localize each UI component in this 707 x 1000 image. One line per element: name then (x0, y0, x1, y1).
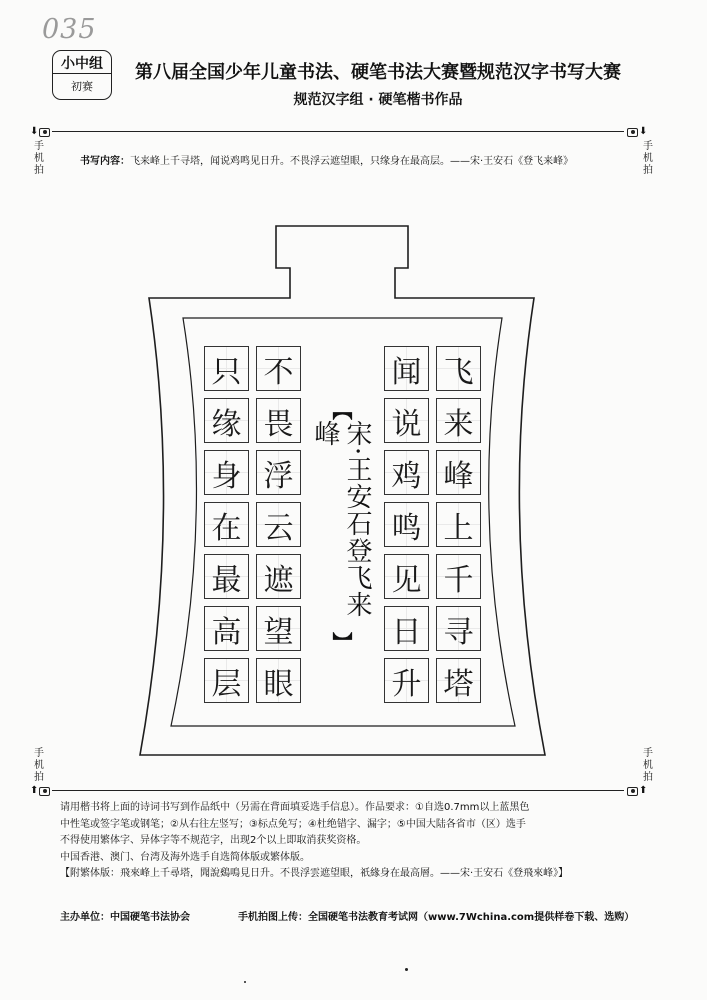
camera-icon (39, 787, 50, 796)
char-cell: 眼 (256, 658, 301, 703)
char-cell: 闻 (384, 346, 429, 391)
char-cell: 上 (436, 502, 481, 547)
char-cell: 千 (436, 554, 481, 599)
char-cell: 升 (384, 658, 429, 703)
side-mark-bottom-left: 手机拍 (34, 748, 44, 783)
instruction-line: 【附繁体版：飛來峰上千尋塔，聞說鷄鳴見日升。不畏浮雲遮望眼，祇緣身在最高層。——宋·王安石《登飛來峰》】 (60, 868, 569, 879)
instruction-line: 请用楷书将上面的诗词书写到作品纸中（另需在背面填妥选手信息）。作品要求：①自选0.7mm以上蓝黑色 (60, 802, 530, 813)
char-cell: 峰 (436, 450, 481, 495)
scan-speck (244, 981, 246, 983)
scan-speck (405, 968, 408, 971)
camera-mark-bottom-right (627, 785, 647, 797)
char-cell: 最 (204, 554, 249, 599)
attribution-text: 宋·王安石登飞来峰 (310, 420, 372, 619)
char-cell: 身 (204, 450, 249, 495)
up-arrow-icon: ⬆ (30, 785, 39, 796)
char-cell: 在 (204, 502, 249, 547)
camera-icon (627, 787, 638, 796)
char-cell: 来 (436, 398, 481, 443)
char-cell: 飞 (436, 346, 481, 391)
attribution-close-bracket: 】 (329, 632, 353, 652)
instruction-line: 中性笔或签字笔或钢笔；②从右往左竖写；③标点免写；④杜绝错字、漏字；⑤中国大陆各省市（区）选手 (60, 818, 526, 830)
char-cell: 高 (204, 606, 249, 651)
grid-right (384, 346, 481, 703)
char-cell: 见 (384, 554, 429, 599)
side-mark-top-left: 手机拍 (34, 141, 44, 176)
char-cell: 说 (384, 398, 429, 443)
char-cell: 浮 (256, 450, 301, 495)
char-cell: 只 (204, 346, 249, 391)
char-cell: 遮 (256, 554, 301, 599)
serial-number: 035 (42, 14, 97, 45)
char-cell: 不 (256, 346, 301, 391)
organizer: 主办单位：中国硬笔书法协会 (60, 912, 190, 923)
writing-content-label: 书写内容： (80, 156, 130, 167)
char-cell: 日 (384, 606, 429, 651)
bottom-rule (52, 790, 624, 791)
upload-info: 手机拍图上传：全国硬笔书法教育考试网（www.7Wchina.com提供样卷下载、选购） (238, 912, 635, 923)
down-arrow-icon: ⬇ (30, 126, 39, 137)
side-mark-top-right: 手机拍 (643, 141, 653, 176)
page-subtitle: 规范汉字组 · 硬笔楷书作品 (293, 92, 463, 108)
camera-mark-bottom-left (30, 785, 50, 797)
writing-content-text: 飞来峰上千寻塔，闻说鸡鸣见日升。不畏浮云遮望眼，只缘身在最高层。——宋·王安石《登飞来峰》 (130, 156, 574, 167)
char-cell: 鸡 (384, 450, 429, 495)
instruction-line: 中国香港、澳门、台湾及海外选手自选简体版或繁体版。 (60, 851, 310, 863)
down-arrow-icon: ⬇ (639, 126, 648, 137)
badge-group-label: 小中组 (61, 56, 103, 72)
attribution-column (310, 400, 372, 652)
char-cell: 云 (256, 502, 301, 547)
instruction-line: 不得使用繁体字、异体字等不规范字，出现2个以上即取消获奖资格。 (60, 835, 367, 846)
side-mark-bottom-right: 手机拍 (643, 748, 653, 783)
attribution-open-bracket: 【 (329, 400, 353, 420)
char-cell: 塔 (436, 658, 481, 703)
up-arrow-icon: ⬆ (639, 785, 648, 796)
char-cell: 层 (204, 658, 249, 703)
page-title: 第八届全国少年儿童书法、硬笔书法大赛暨规范汉字书写大赛 (135, 62, 621, 83)
instructions (60, 800, 640, 883)
badge-stage-label: 初赛 (71, 80, 93, 93)
char-cell: 畏 (256, 398, 301, 443)
char-cell: 缘 (204, 398, 249, 443)
char-cell: 寻 (436, 606, 481, 651)
char-cell: 鸣 (384, 502, 429, 547)
grid-left (204, 346, 301, 703)
char-cell: 望 (256, 606, 301, 651)
